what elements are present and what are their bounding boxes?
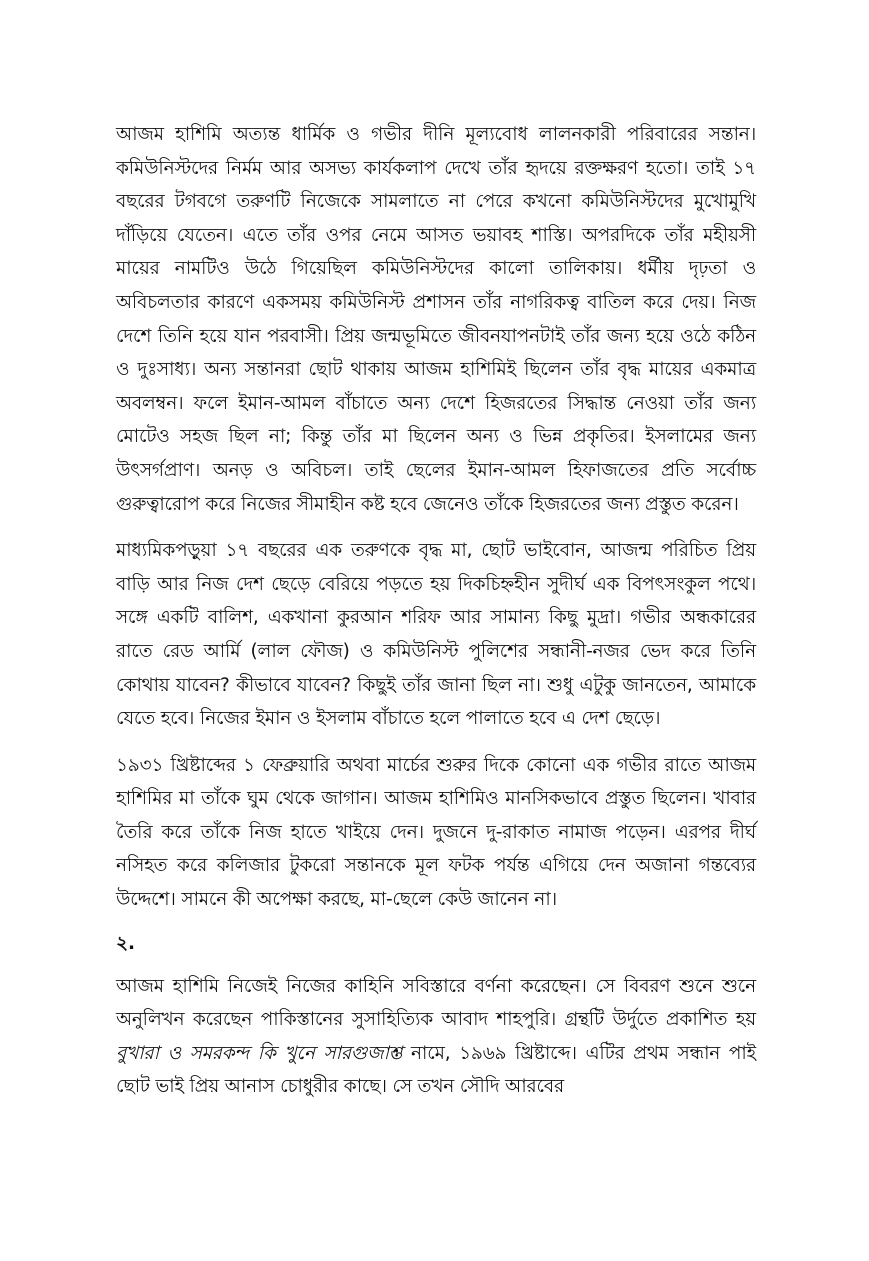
- paragraph-4-text-after: নামে, ১৯৬৯ খ্রিষ্টাব্দে। এটির প্রথম সন্ধান পাই ছোট ভাই প্রিয় আনাস চোধুরীর কাছে। সে তখন সৌদি আরবের: [116, 1042, 756, 1098]
- paragraph-2: মাধ্যমিকপড়ুয়া ১৭ বছরের এক তরুণকে বৃদ্ধ মা, ছোট ভাইবোন, আজন্ম পরিচিত প্রিয় বাড়ি আর নিজ দেশ ছেড়ে বেরিয়ে পড়তে হয় দিকচিহ্নহীন সুদীর্ঘ এক বিপৎসংকুল পথে। সঙ্গে একটি বালিশ, একখানা কুরআন শরিফ আর সামান্য কিছু মুদ্রা। গভীর অন্ধকারের রাতে রেড আর্মি (লাল ফৌজ) ও কমিউনিস্ট পুলিশের সন্ধানী-নজর ভেদ করে তিনি কোথায় যাবেন? কীভাবে যাবেন? কিছুই তাঁর জানা ছিল না। শুধু এটুকু জানতেন, আমাকে যেতে হবে। নিজের ইমান ও ইসলাম বাঁচাতে হলে পালাতে হবে এ দেশ ছেড়ে।: [116, 540, 756, 730]
- paragraph-3: ১৯৩১ খ্রিষ্টাব্দের ১ ফেব্রুয়ারি অথবা মার্চের শুরুর দিকে কোনো এক গভীর রাতে আজম হাশিমির মা তাঁকে ঘুম থেকে জাগান। আজম হাশিমিও মানসিকভাবে প্রস্তুত ছিলেন। খাবার তৈরি করে তাঁকে নিজ হাতে খাইয়ে দেন। দুজনে দু-রাকাত নামাজ পড়েন। এরপর দীর্ঘ নসিহত করে কলিজার টুকরো সন্তানকে মূল ফটক পর্যন্ত এগিয়ে দেন অজানা গন্তব্যের উদ্দেশে। সামনে কী অপেক্ষা করছে, মা-ছেলে কেউ জানেন না।: [116, 754, 756, 911]
- book-title: বুখারা ও সমরকন্দ কি খুনে সারগুজাশ্ত: [116, 1042, 403, 1064]
- paragraph-1: আজম হাশিমি অত্যন্ত ধার্মিক ও গভীর দীনি মূল্যবোধ লালনকারী পরিবারের সন্তান। কমিউনিস্টদের নির্মম আর অসভ্য কার্যকলাপ দেখে তাঁর হৃদয়ে রক্তক্ষরণ হতো। তাই ১৭ বছরের টগবগে তরুণটি নিজেকে সামলাতে না পেরে কখনো কমিউনিস্টদের মুখোমুখি দাঁড়িয়ে যেতেন। এতে তাঁর ওপর নেমে আসত ভয়াবহ শাস্তি। অপরদিকে তাঁর মহীয়সী মায়ের নামটিও উঠে গিয়েছিল কমিউনিস্টদের কালো তালিকায়। ধর্মীয় দৃঢ়তা ও অবিচলতার কারণে একসময় কমিউনিস্ট প্রশাসন তাঁর নাগরিকত্ব বাতিল করে দেয়। নিজ দেশে তিনি হয়ে যান পরবাসী। প্রিয় জন্মভূমিতে জীবনযাপনটাই তাঁর জন্য হয়ে ওঠে কঠিন ও দুঃসাধ্য। অন্য সন্তানরা ছোট থাকায় আজম হাশিমিই ছিলেন তাঁর বৃদ্ধ মায়ের একমাত্র অবলম্বন। ফলে ইমান-আমল বাঁচাতে অন্য দেশে হিজরতের সিদ্ধান্ত নেওয়া তাঁর জন্য মোটেও সহজ ছিল না; কিন্তু তাঁর মা ছিলেন অন্য ও ভিন্ন প্রকৃতির। ইসলামের জন্য উৎসর্গপ্রাণ। অনড় ও অবিচল। তাই ছেলের ইমান-আমল হিফাজতের প্রতি সর্বোচ্চ গুরুত্বারোপ করে নিজের সীমাহীন কষ্ট হবে জেনেও তাঁকে হিজরতের জন্য প্রস্তুত করেন।: [116, 124, 756, 515]
- paragraph-4: [116, 970, 756, 1104]
- document-page: [116, 118, 756, 1116]
- section-number: ২.: [116, 932, 136, 954]
- paragraph-4-text-before: আজম হাশিমি নিজেই নিজের কাহিনি সবিস্তারে বর্ণনা করেছেন। সে বিবরণ শুনে শুনে অনুলিখন করেছেন পাকিস্তানের সুসাহিত্যিক আবাদ শাহপুরি। গ্রন্থটি উর্দুতে প্রকাশিত হয়: [116, 975, 756, 1031]
